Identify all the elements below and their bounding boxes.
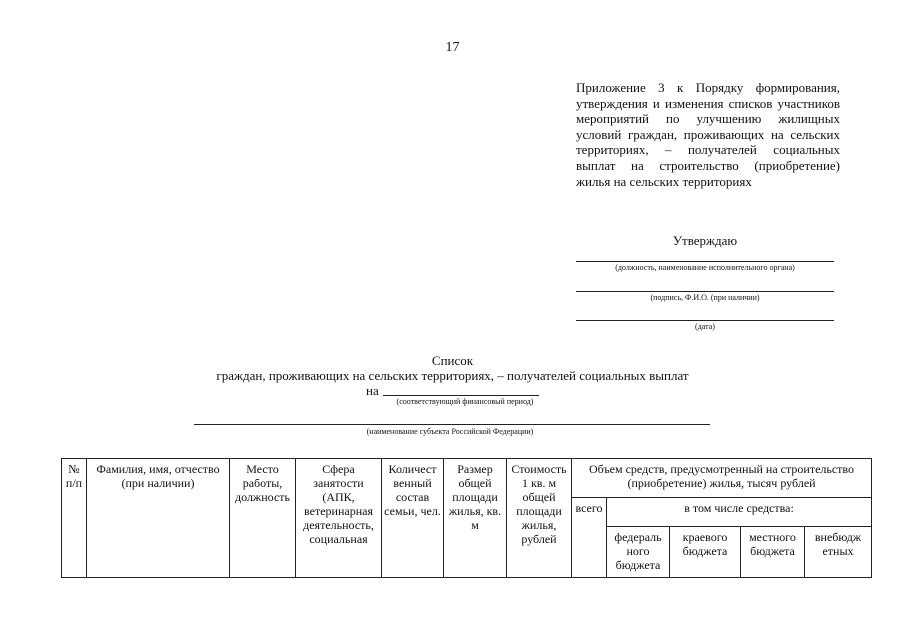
date-caption: (дата) <box>695 322 715 331</box>
signature-caption: (подпись, Ф.И.О. (при наличии) <box>650 293 760 302</box>
subject-caption: (наименование субъекта Российской Федерации) <box>366 427 534 436</box>
header-total: всего <box>572 498 607 578</box>
approval-title: Утверждаю <box>672 233 738 248</box>
appendix-header: Приложение 3 к Порядку формирования, утверждения и изменения списков участников мероприятий по улучшению жилищных условий граждан, проживающих на сельских территориях, – получателей социальных выплат на строительство (приобретение) жилья на сельских территориях <box>576 80 840 189</box>
recipients-table <box>61 458 872 578</box>
period-line <box>383 395 539 396</box>
document-subtitle: граждан, проживающих на сельских территориях, – получателей социальных выплат <box>216 368 689 383</box>
date-line <box>576 320 834 321</box>
header-regional: краевого бюджета <box>670 527 741 578</box>
position-line <box>576 261 834 262</box>
header-offbudget: внебюдж етных <box>805 527 872 578</box>
header-local: местного бюджета <box>741 527 805 578</box>
header-area: Размер общей площади жилья, кв. м <box>444 459 507 578</box>
header-employment: Сфера занятости (АПК, ветеринарная деятельность, социальная <box>296 459 382 578</box>
header-name: Фамилия, имя, отчество (при наличии) <box>87 459 230 578</box>
header-family: Количест венный состав семьи, чел. <box>382 459 444 578</box>
header-workplace: Место работы, должность <box>230 459 296 578</box>
position-caption: (должность, наименование исполнительного органа) <box>615 263 795 272</box>
page-number: 17 <box>445 40 460 55</box>
header-number: № п/п <box>62 459 87 578</box>
period-prefix: на <box>366 383 379 398</box>
header-cost: Стоимость 1 кв. м общей площади жилья, рублей <box>507 459 572 578</box>
document-title: Список <box>431 353 474 368</box>
subject-line <box>194 424 710 425</box>
header-including: в том числе средства: <box>607 498 872 527</box>
header-funds: Объем средств, предусмотренный на строительство (приобретение) жилья, тысяч рублей <box>572 459 872 498</box>
period-caption: (соответствующий финансовый период) <box>396 397 534 406</box>
header-federal: федераль ного бюджета <box>607 527 670 578</box>
signature-line <box>576 291 834 292</box>
